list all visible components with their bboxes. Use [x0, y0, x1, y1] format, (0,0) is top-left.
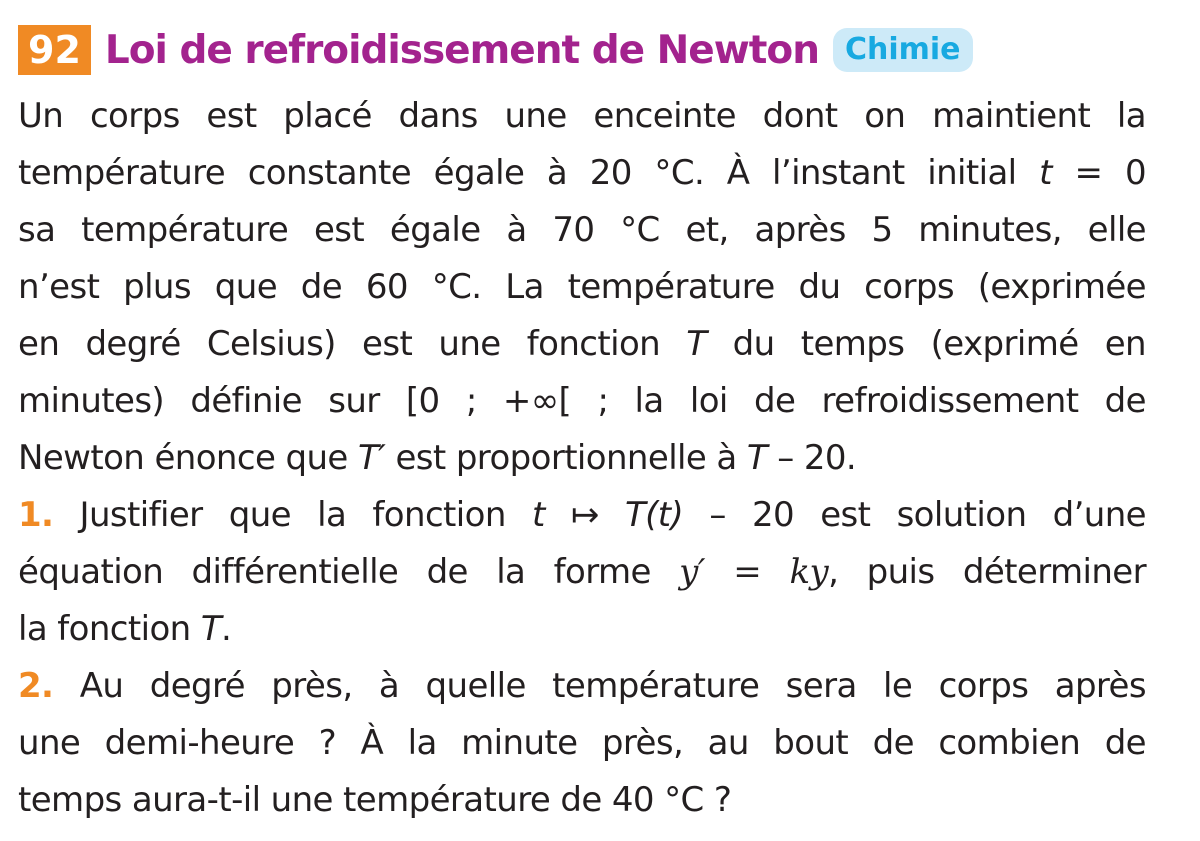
intro-text: en degré Celsius) est une fonction: [18, 324, 687, 364]
question-text: – 20 est solution d’une: [683, 495, 1147, 535]
exercise-title: Loi de refroidissement de Newton: [104, 27, 819, 73]
question-text: .: [221, 609, 232, 649]
question-text: Justifier que la fonction: [53, 495, 532, 535]
question-1-line-1: [18, 487, 1146, 544]
question-1-line-3: [18, 601, 1146, 658]
intro-line-2: [18, 145, 1146, 202]
question-number: 1.: [18, 495, 54, 535]
variable-T-prime: T′: [357, 438, 386, 478]
intro-text: = 0: [1051, 153, 1146, 193]
variable-T: T: [746, 438, 768, 478]
differential-equation: y′ = ky: [679, 552, 829, 592]
variable-T: T: [200, 609, 222, 649]
exercise-number: 92: [18, 25, 91, 75]
question-text: , puis déterminer: [828, 552, 1146, 592]
intro-text: minutes) définie sur [0 ; +∞[ ; la loi de refroidissement de: [18, 381, 1146, 421]
question-2-line-2: [18, 715, 1146, 772]
question-1-line-2: [18, 544, 1146, 601]
question-text: Au degré près, à quelle température sera le corps après: [53, 666, 1146, 706]
question-2-line-1: [18, 658, 1146, 715]
intro-text: température constante égale à 20 °C. À l’instant initial: [18, 153, 1040, 193]
variable-T: T: [686, 324, 707, 364]
intro-line-1: [18, 88, 1146, 145]
question-text: équation différentielle de la forme: [18, 552, 680, 592]
intro-text: Un corps est placé dans une enceinte dont on maintient la: [18, 96, 1146, 136]
question-number: 2.: [18, 666, 54, 706]
function-mapping: t ↦ T(t): [531, 495, 684, 535]
question-text: une demi-heure ? À la minute près, au bout de combien de: [18, 723, 1146, 763]
exercise-body: [18, 88, 1146, 829]
intro-text: est proportionnelle à: [385, 438, 747, 478]
question-2-line-3: [18, 772, 1146, 829]
intro-line-7: [18, 430, 1146, 487]
variable-t: t: [1039, 153, 1052, 193]
question-text: temps aura-t-il une température de 40 °C ?: [18, 780, 732, 820]
question-text: la fonction: [18, 609, 201, 649]
intro-text: du temps (exprimé en: [706, 324, 1146, 364]
intro-text: – 20.: [767, 438, 857, 478]
intro-line-5: [18, 316, 1146, 373]
subject-badge: Chimie: [833, 28, 973, 72]
exercise-header: [18, 22, 973, 78]
intro-line-4: [18, 259, 1146, 316]
intro-line-3: [18, 202, 1146, 259]
intro-line-6: [18, 373, 1146, 430]
intro-text: Newton énonce que: [18, 438, 358, 478]
intro-text: sa température est égale à 70 °C et, après 5 minutes, elle: [18, 210, 1146, 250]
intro-text: n’est plus que de 60 °C. La température du corps (exprimée: [18, 267, 1146, 307]
